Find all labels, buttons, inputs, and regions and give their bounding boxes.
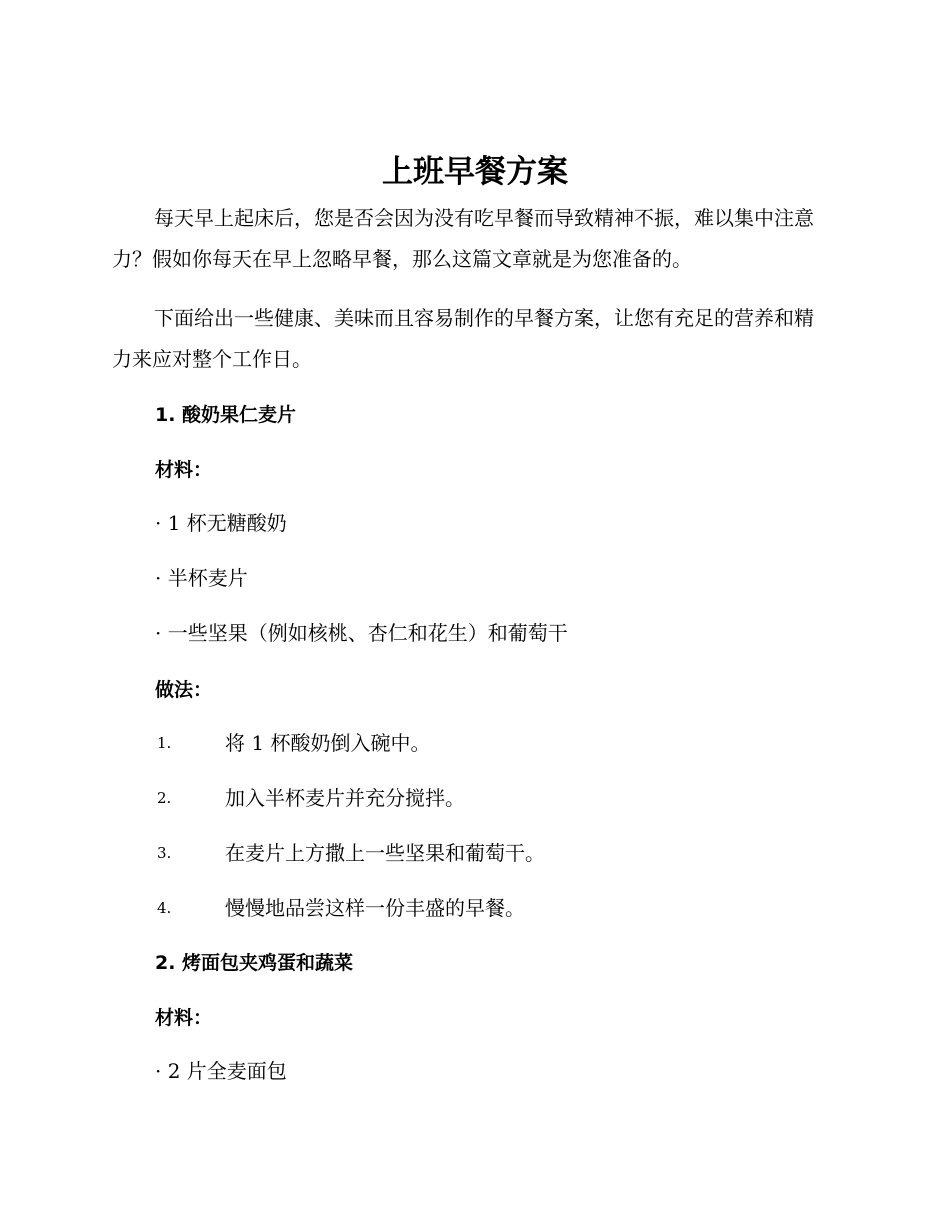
section-1-material-item: · 一些坚果（例如核桃、杏仁和花生）和葡萄干 [155, 621, 568, 645]
step-text: 在麦片上方撒上一些坚果和葡萄干。 [225, 841, 545, 865]
intro-paragraph-2: 下面给出一些健康、美味而且容易制作的早餐方案，让您有充足的营养和精力来应对整个工作日。 [112, 306, 814, 371]
section-1-material-item: · 1 杯无糖酸奶 [155, 511, 287, 535]
document-title: 上班早餐方案 [382, 154, 568, 190]
step-text: 将 1 杯酸奶倒入碗中。 [225, 731, 431, 755]
section-1-material-item: · 半杯麦片 [155, 566, 248, 590]
step-text: 慢慢地品尝这样一份丰盛的早餐。 [225, 896, 525, 920]
step-number: 2. [157, 789, 172, 807]
section-1-method-label: 做法： [155, 679, 213, 701]
intro-paragraph-1: 每天早上起床后，您是否会因为没有吃早餐而导致精神不振，难以集中注意力？假如你每天在早上忽略早餐，那么这篇文章就是为您准备的。 [112, 206, 814, 271]
section-1-materials-label: 材料： [155, 459, 213, 481]
section-1-heading: 1. 酸奶果仁麦片 [155, 404, 297, 426]
step-number: 1. [157, 734, 172, 752]
step-text: 加入半杯麦片并充分搅拌。 [225, 786, 465, 810]
step-number: 4. [157, 899, 172, 917]
step-number: 3. [157, 844, 172, 862]
section-2-material-item: · 2 片全麦面包 [155, 1059, 287, 1083]
section-2-heading: 2. 烤面包夹鸡蛋和蔬菜 [155, 952, 354, 974]
section-2-materials-label: 材料： [155, 1007, 213, 1029]
